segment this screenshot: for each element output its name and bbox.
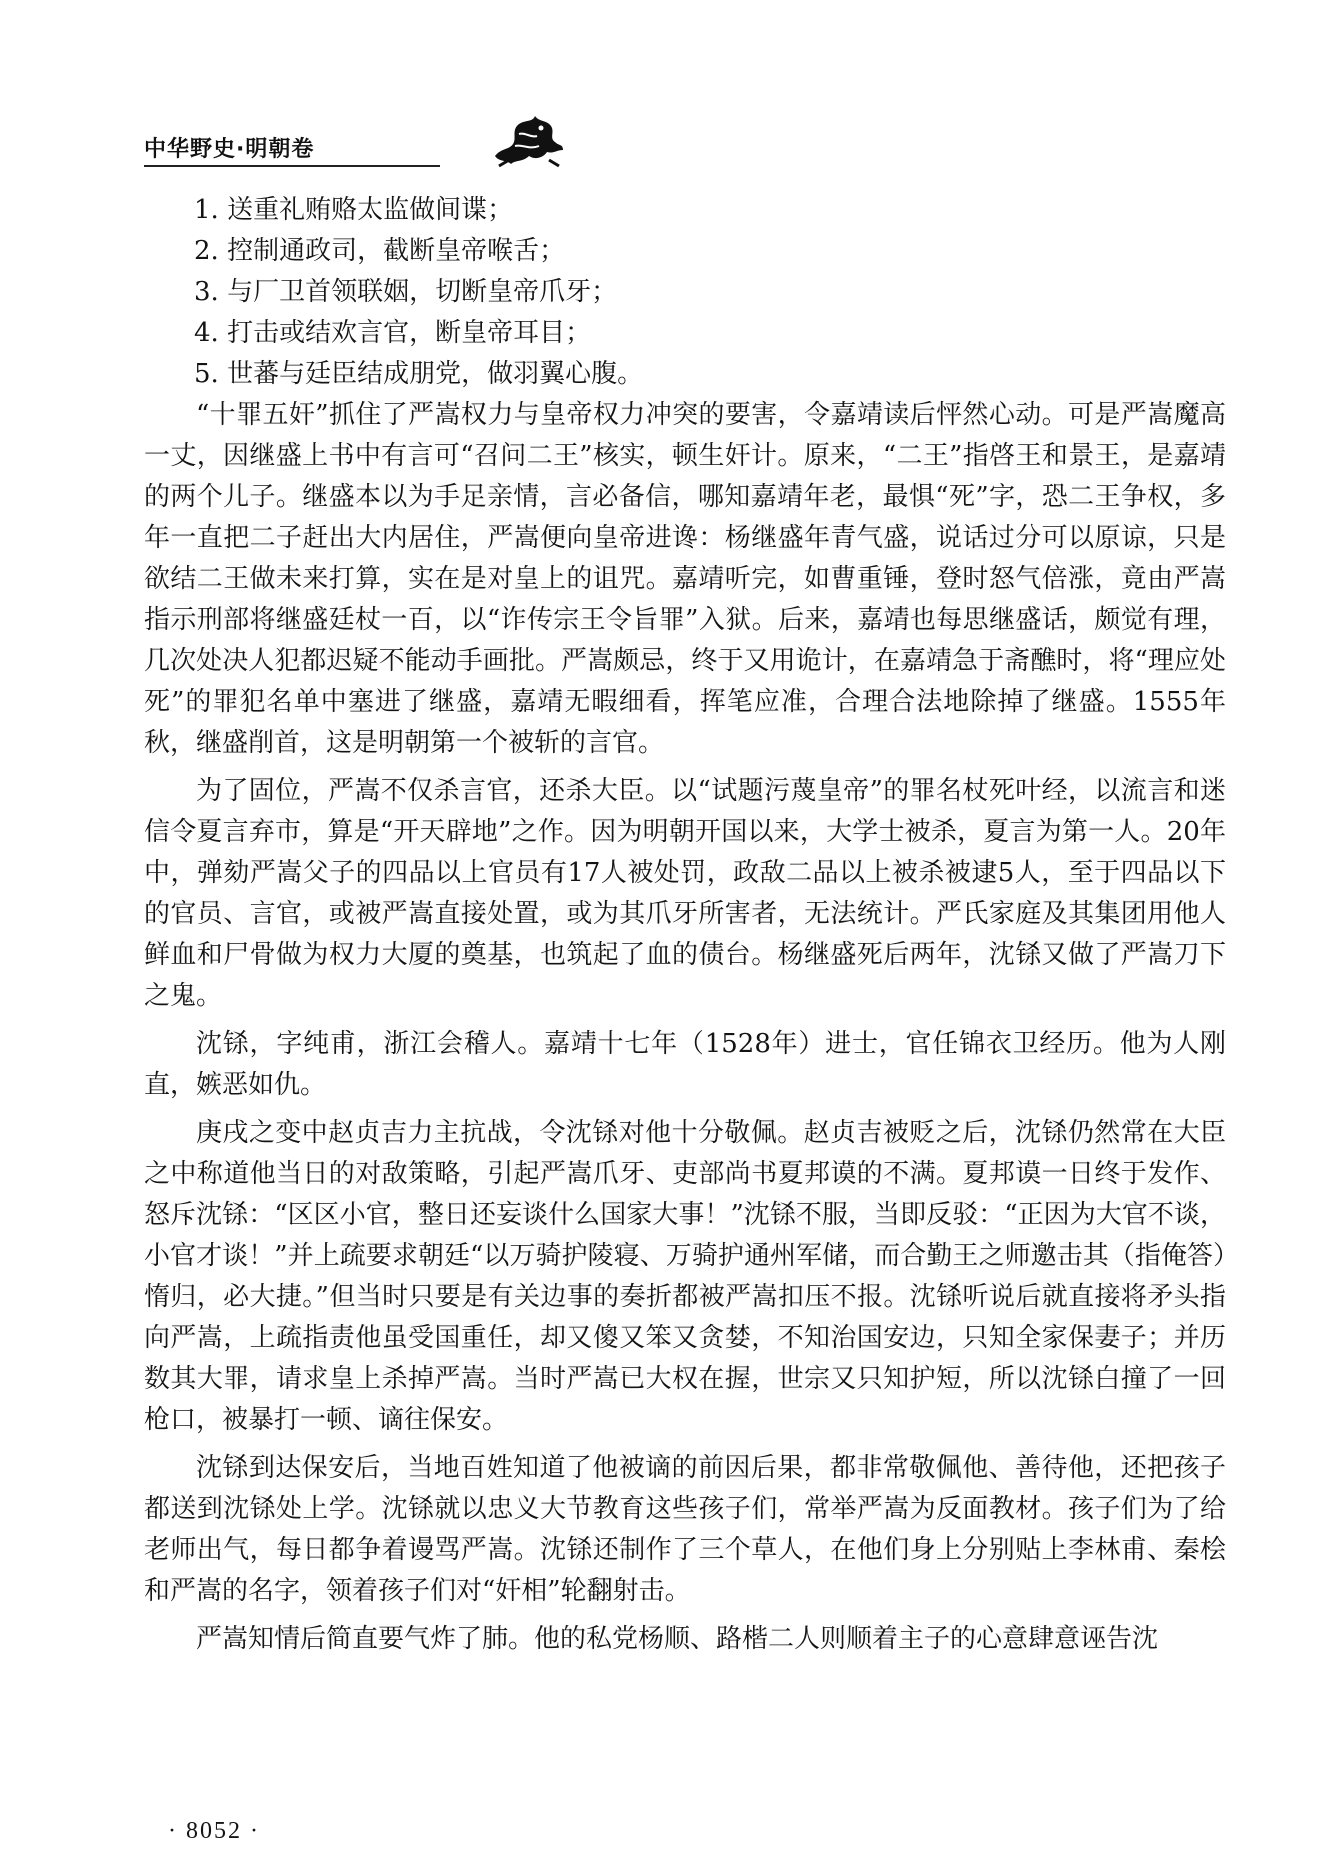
list-item: 2. 控制通政司，截断皇帝喉舌； [194, 236, 566, 266]
paragraph: 庚戌之变中赵贞吉力主抗战，令沈铩对他十分敬佩。赵贞吉被贬之后，沈铩仍然常在大臣之中称道他当日的对敌策略，引起严嵩爪牙、吏部尚书夏邦谟的不满。夏邦谟一日终于发作、怒斥沈铩：“区区小官，整日还妄谈什么国家大事！”沈铩不服，当即反驳：“正因为大官不谈，小官才谈！”并上疏要求朝廷“以万骑护陵寝、万骑护通州军储，而合勤王之师邀击其（指俺答）惰归，必大捷。”但当时只要是有关边事的奏折都被严嵩扣压不报。沈铩听说后就直接将矛头指向严嵩，上疏指责他虽受国重任，却又傻又笨又贪婪，不知治国安边，只知全家保妻子；并历数其大罪，请求皇上杀掉严嵩。当时严嵩已大权在握，世宗又只知护短，所以沈铩白撞了一回枪口，被暴打一顿、谪往保安。 [144, 1118, 1226, 1435]
list-item: 5. 世蕃与廷臣结成朋党，做羽翼心腹。 [194, 359, 644, 389]
paragraph: 严嵩知情后简直要气炸了肺。他的私党杨顺、路楷二人则顺着主子的心意肆意诬告沈 [196, 1624, 1159, 1654]
page-body [144, 190, 1226, 1660]
list-item: 1. 送重礼贿赂太监做间谍； [194, 195, 514, 225]
paragraph: 为了固位，严嵩不仅杀言官，还杀大臣。以“试题污蔑皇帝”的罪名杖死叶经，以流言和迷信令夏言弃市，算是“开天辟地”之作。因为明朝开国以来，大学士被杀，夏言为第一人。20年中，弹劾严嵩父子的四品以上官员有17人被处罚，政敌二品以上被杀被逮5人，至于四品以下的官员、言官，或被严嵩直接处置，或为其爪牙所害者，无法统计。严氏家庭及其集团用他人鲜血和尸骨做为权力大厦的奠基，也筑起了血的债台。杨继盛死后两年，沈铩又做了严嵩刀下之鬼。 [144, 776, 1226, 1011]
page-number: · 8052 · [168, 1818, 260, 1844]
book-title: 中华野史·明朝卷 [144, 137, 315, 162]
paragraph: 沈铩到达保安后，当地百姓知道了他被谪的前因后果，都非常敬佩他、善待他，还把孩子都送到沈铩处上学。沈铩就以忠义大节教育这些孩子们，常举严嵩为反面教材。孩子们为了给老师出气，每日都争着谩骂严嵩。沈铩还制作了三个草人，在他们身上分别贴上李林甫、秦桧和严嵩的名字，领着孩子们对“奸相”轮翻射击。 [144, 1453, 1226, 1606]
paragraph: 沈铩，字纯甫，浙江会稽人。嘉靖十七年（1528年）进士，官任锦衣卫经历。他为人刚直，嫉恶如仇。 [144, 1029, 1226, 1100]
header-rule [144, 165, 440, 167]
list-item: 3. 与厂卫首领联姻，切断皇帝爪牙； [194, 277, 618, 307]
dragon-emblem-icon [489, 110, 567, 170]
list-item: 4. 打击或结欢言官，断皇帝耳目； [194, 318, 592, 348]
paragraph: “十罪五奸”抓住了严嵩权力与皇帝权力冲突的要害，令嘉靖读后怦然心动。可是严嵩魔高一丈，因继盛上书中有言可“召问二王”核实，顿生奸计。原来，“二王”指啓王和景王，是嘉靖的两个儿子。继盛本以为手足亲情，言必备信，哪知嘉靖年老，最惧“死”字，恐二王争权，多年一直把二子赶出大内居住，严嵩便向皇帝进谗：杨继盛年青气盛，说话过分可以原谅，只是欲结二王做未来打算，实在是对皇上的诅咒。嘉靖听完，如曹重锤，登时怒气倍涨，竟由严嵩指示刑部将继盛廷杖一百，以“诈传宗王令旨罪”入狱。后来，嘉靖也每思继盛话，颇觉有理，几次处决人犯都迟疑不能动手画批。严嵩颇忌，终于又用诡计，在嘉靖急于斋醮时，将“理应处死”的罪犯名单中塞进了继盛，嘉靖无暇细看，挥笔应准，合理合法地除掉了继盛。1555年秋，继盛削首，这是明朝第一个被斩的言官。 [144, 400, 1226, 758]
